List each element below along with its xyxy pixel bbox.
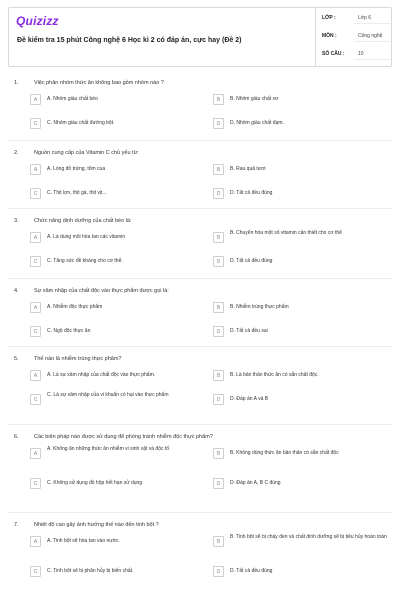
option-text: C. Không sử dụng đồ hộp hết hạn sử dụng — [47, 480, 143, 486]
answer-option[interactable] — [30, 118, 212, 131]
question-divider — [8, 208, 392, 209]
question-label: Việc phân nhóm thức ăn không bao gồm nhóm nào ? — [34, 80, 164, 86]
meta-key: MÔN : — [322, 33, 337, 39]
question-divider — [8, 278, 392, 279]
answer-option[interactable] — [30, 232, 212, 245]
question-divider — [8, 140, 392, 141]
question-divider — [8, 424, 392, 425]
answer-option[interactable] — [213, 536, 395, 549]
question-number: 7. — [14, 522, 19, 528]
question-label: Nguồn cung cấp của Vitamin C chủ yếu từ: — [34, 150, 139, 156]
option-letter-box[interactable]: D — [213, 394, 224, 405]
option-text: C. Thịt lợn, thịt gà, thịt vịt... — [47, 190, 107, 196]
option-letter-box[interactable]: A — [30, 94, 41, 105]
meta-value: 10 — [358, 51, 364, 57]
answer-option[interactable] — [30, 394, 212, 407]
question-label: Các biện pháp nào được sử dụng để phòng tránh nhiễm độc thực phẩm? — [34, 434, 213, 440]
option-letter-box[interactable]: B — [213, 164, 224, 175]
answer-option[interactable] — [30, 536, 212, 549]
option-text: B. Không dùng thức ăn bản thân có sẵn chất độc — [230, 450, 339, 456]
answer-option[interactable] — [30, 164, 212, 177]
question-number: 3. — [14, 218, 19, 224]
question-label: Nhiệt độ cao gây ảnh hưởng thế nào đến tinh bột ? — [34, 522, 159, 528]
option-letter-box[interactable]: B — [213, 94, 224, 105]
meta-value: Lớp 6 — [358, 15, 372, 21]
option-text: B. Tinh bột sẽ bị cháy đen và chất dinh dưỡng sẽ bị tiêu hủy hoàn toàn — [230, 534, 387, 540]
quizizz-logo: Quizizz — [16, 14, 59, 28]
answer-option[interactable] — [213, 188, 395, 201]
question-text — [14, 150, 139, 156]
answer-option[interactable] — [30, 188, 212, 201]
question-text — [14, 80, 164, 86]
option-letter-box[interactable]: D — [213, 326, 224, 337]
option-letter-box[interactable]: C — [30, 478, 41, 489]
option-text: B. Nhiễm trùng thực phẩm — [230, 304, 289, 310]
option-letter-box[interactable]: A — [30, 302, 41, 313]
option-text: C. Tăng sức đề kháng cho cơ thể. — [47, 258, 123, 264]
meta-key: LỚP : — [322, 15, 336, 21]
option-text: D. Tất cả đều sai — [230, 328, 268, 334]
option-letter-box[interactable]: D — [213, 188, 224, 199]
option-letter-box[interactable]: B — [213, 232, 224, 243]
meta-value: Công nghệ — [358, 33, 383, 39]
answer-option[interactable] — [30, 302, 212, 315]
option-text: B. Nhóm giàu chất xơ — [230, 96, 279, 102]
answer-option[interactable] — [213, 370, 395, 383]
question-text — [14, 218, 132, 224]
answer-option[interactable] — [213, 94, 395, 107]
meta-panel — [315, 8, 393, 66]
option-letter-box[interactable]: A — [30, 448, 41, 459]
option-letter-box[interactable]: C — [30, 326, 41, 337]
option-letter-box[interactable]: B — [213, 448, 224, 459]
answer-option[interactable] — [213, 118, 395, 131]
option-letter-box[interactable]: D — [213, 256, 224, 267]
question-number: 1. — [14, 80, 19, 86]
answer-option[interactable] — [30, 566, 212, 579]
option-letter-box[interactable]: B — [213, 302, 224, 313]
meta-class — [316, 10, 394, 26]
answer-option[interactable] — [213, 302, 395, 315]
question-label: Sự xâm nhập của chất độc vào thực phẩm được gọi là: — [34, 288, 169, 294]
option-letter-box[interactable]: B — [213, 370, 224, 381]
option-letter-box[interactable]: B — [213, 536, 224, 547]
question-number: 4. — [14, 288, 19, 294]
question-number: 2. — [14, 150, 19, 156]
option-text: A. Lòng đỏ trứng, tôm cua — [47, 166, 106, 172]
answer-option[interactable] — [213, 326, 395, 339]
question-text — [14, 434, 213, 440]
answer-option[interactable] — [30, 326, 212, 339]
question-label: Chức năng dinh dưỡng của chất béo là: — [34, 218, 132, 224]
option-letter-box[interactable]: A — [30, 536, 41, 547]
answer-option[interactable] — [30, 370, 212, 383]
answer-option[interactable] — [213, 232, 395, 245]
option-text: B. Là bản thân thức ăn có sẵn chất độc. — [230, 372, 319, 378]
question-number: 6. — [14, 434, 19, 440]
question-text — [14, 288, 169, 294]
page-title: Đề kiểm tra 15 phút Công nghệ 6 Học kì 2 có đáp án, cực hay (Đề 2) — [17, 37, 242, 44]
option-text: A. Tinh bột sẽ hòa tan vào nước. — [47, 538, 120, 544]
option-text: A. Không ăn những thức ăn nhiễm vi sinh vật và độc tố — [47, 446, 170, 452]
option-text: C. Ngộ độc thực ăn — [47, 328, 91, 334]
quiz-header — [8, 7, 392, 67]
question-divider — [8, 346, 392, 347]
meta-key: SỐ CÂU : — [322, 51, 345, 57]
answer-option[interactable] — [213, 448, 395, 461]
meta-subject — [316, 28, 394, 44]
option-letter-box[interactable]: C — [30, 566, 41, 577]
option-letter-box[interactable]: D — [213, 566, 224, 577]
option-letter-box[interactable]: A — [30, 164, 41, 175]
answer-option[interactable] — [30, 94, 212, 107]
option-text: A. Nhiễm độc thực phẩm — [47, 304, 103, 310]
option-text: D. Tất cả đều đúng — [230, 190, 273, 196]
answer-option[interactable] — [30, 448, 212, 461]
answer-option[interactable] — [213, 394, 395, 407]
option-letter-box[interactable]: D — [213, 478, 224, 489]
option-text: A. Là sự xâm nhập của chất độc vào thực phẩm. — [47, 372, 156, 378]
option-letter-box[interactable]: A — [30, 232, 41, 243]
option-text: D. Tất cả đều đúng — [230, 258, 273, 264]
option-letter-box[interactable]: A — [30, 370, 41, 381]
option-text: C. Tinh bột sẽ bị phân hủy bị biến chất. — [47, 568, 134, 574]
question-text — [14, 522, 159, 528]
question-label: Thế nào là nhiễm trùng thực phẩm? — [34, 356, 122, 362]
option-text: B. Rau quả tươi — [230, 166, 266, 172]
option-text: A. Là dung môi hòa tan các vitamin — [47, 234, 126, 240]
option-letter-box[interactable]: C — [30, 188, 41, 199]
option-letter-box[interactable]: C — [30, 256, 41, 267]
answer-option[interactable] — [30, 478, 212, 491]
answer-option[interactable] — [213, 478, 395, 491]
question-divider — [8, 512, 392, 513]
option-text: A. Nhóm giàu chất béo — [47, 96, 98, 102]
question-number: 5. — [14, 356, 19, 362]
meta-count — [316, 46, 394, 62]
option-letter-box[interactable]: C — [30, 118, 41, 129]
option-text: D. Đáp án A, B C đúng — [230, 480, 281, 486]
option-text: C. Nhóm giàu chất đường bột. — [47, 120, 115, 126]
answer-option[interactable] — [213, 566, 395, 579]
option-text: D. Đáp án A và B — [230, 396, 269, 402]
option-text: D. Tất cả đều đúng — [230, 568, 273, 574]
option-text: C. Là sự xâm nhập của vi khuẩn có hại vào thực phẩm — [47, 392, 169, 398]
option-text: D. Nhóm giàu chất đạm. — [230, 120, 284, 126]
option-text: B. Chuyển hóa một số vitamin cần thiết cho cơ thể — [230, 230, 342, 236]
answer-option[interactable] — [30, 256, 212, 269]
option-letter-box[interactable]: D — [213, 118, 224, 129]
answer-option[interactable] — [213, 164, 395, 177]
question-text — [14, 356, 121, 362]
option-letter-box[interactable]: C — [30, 394, 41, 405]
answer-option[interactable] — [213, 256, 395, 269]
